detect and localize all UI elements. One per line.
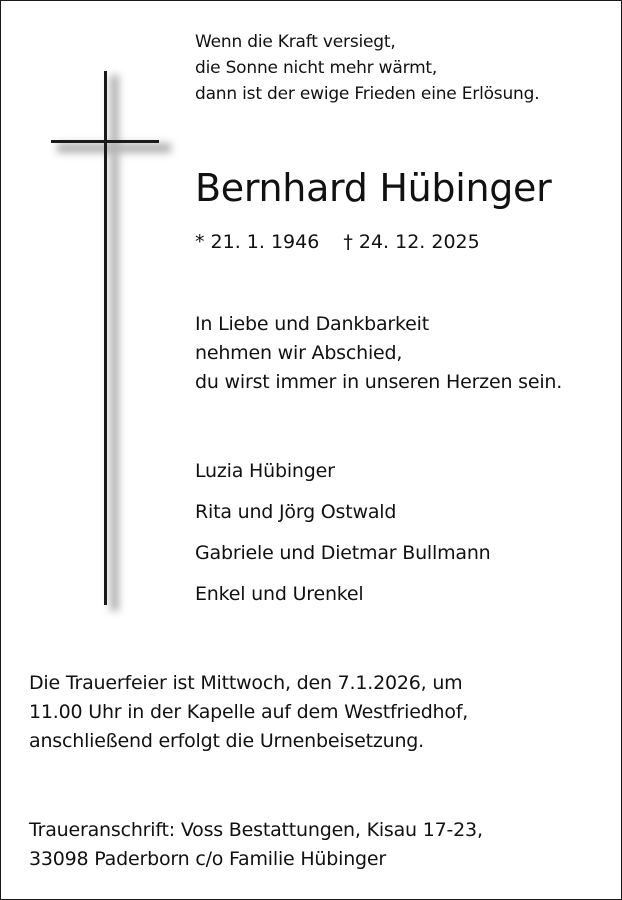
- birth-date: * 21. 1. 1946: [195, 231, 320, 253]
- farewell-line-1: In Liebe und Dankbarkeit: [195, 313, 429, 335]
- mourner-item: Enkel und Urenkel: [195, 583, 364, 605]
- address-line-2: 33098 Paderborn c/o Familie Hübinger: [29, 848, 387, 870]
- service-line-1: Die Trauerfeier ist Mittwoch, den 7.1.2026, um: [29, 672, 463, 694]
- mourner-item: Gabriele und Dietmar Bullmann: [195, 542, 491, 564]
- motto-verse: [195, 29, 539, 107]
- mourning-address: [29, 816, 483, 874]
- life-dates: [195, 229, 480, 255]
- address-line-1: Traueranschrift: Voss Bestattungen, Kisau 17-23,: [29, 819, 483, 841]
- farewell-line-2: nehmen wir Abschied,: [195, 342, 403, 364]
- farewell-line-3: du wirst immer in unseren Herzen sein.: [195, 371, 563, 393]
- farewell-text: [195, 310, 562, 397]
- mourners-list: [195, 457, 491, 621]
- mourner-item: Luzia Hübinger: [195, 460, 335, 482]
- service-line-2: 11.00 Uhr in der Kapelle auf dem Westfriedhof,: [29, 701, 469, 723]
- motto-line-1: Wenn die Kraft versiegt,: [195, 32, 396, 52]
- motto-line-3: dann ist der ewige Frieden eine Erlösung.: [195, 84, 540, 104]
- death-date: † 24. 12. 2025: [343, 231, 480, 253]
- motto-line-2: die Sonne nicht mehr wärmt,: [195, 58, 438, 78]
- deceased-name: Bernhard Hübinger: [195, 166, 552, 210]
- service-info: [29, 669, 468, 756]
- cross-icon: [1, 1, 201, 641]
- service-line-3: anschließend erfolgt die Urnenbeisetzung.: [29, 730, 425, 752]
- mourner-item: Rita und Jörg Ostwald: [195, 501, 397, 523]
